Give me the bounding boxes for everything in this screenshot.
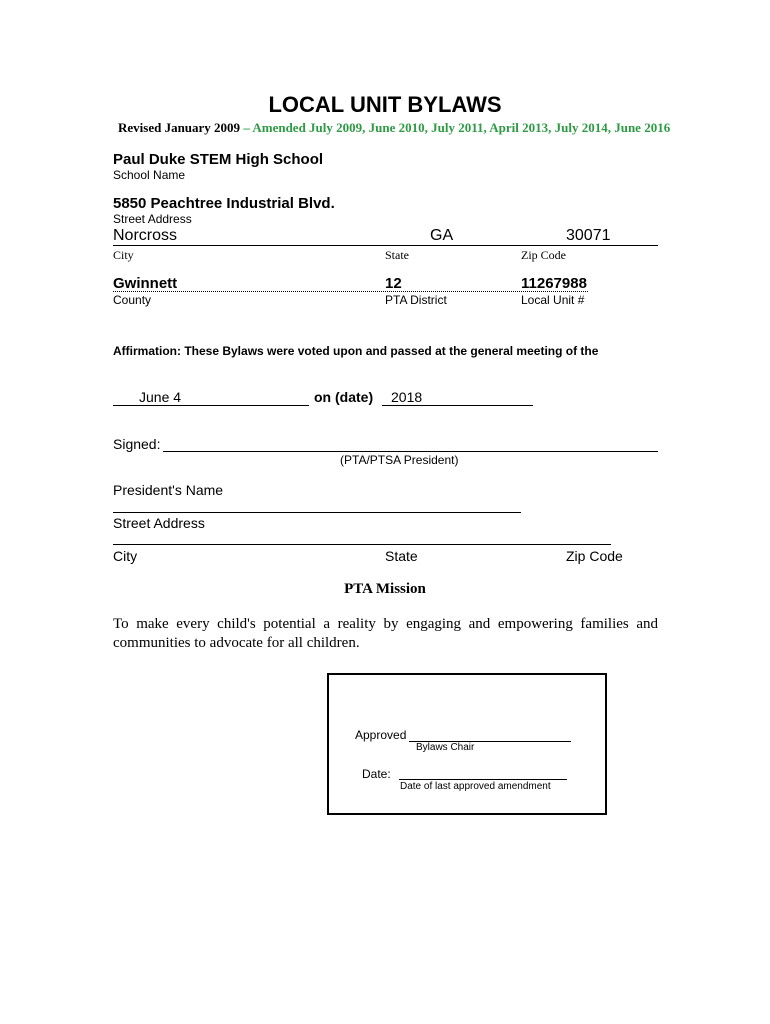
bylaws-chair-caption: Bylaws Chair <box>416 742 475 753</box>
mission-text: To make every child's potential a reality by engaging and empowering families and communities to advocate for all children. <box>113 616 658 651</box>
president-street-address-label: Street Address <box>113 515 205 531</box>
city-value: Norcross <box>113 227 178 244</box>
local-unit-label: Local Unit # <box>521 293 585 307</box>
county-label: County <box>113 293 152 307</box>
approval-date-line <box>399 779 567 780</box>
mission-heading: PTA Mission <box>344 581 426 597</box>
county-value: Gwinnett <box>113 275 178 292</box>
meeting-date-underline <box>113 405 309 406</box>
on-date-label: on (date) <box>314 389 374 405</box>
county-row-underline <box>113 291 588 292</box>
page-title: LOCAL UNIT BYLAWS <box>268 92 502 117</box>
president-zip-label: Zip Code <box>566 548 623 564</box>
district-label: PTA District <box>385 293 447 307</box>
zip-value: 30071 <box>566 227 611 244</box>
president-state-label: State <box>385 548 418 564</box>
signed-label: Signed: <box>113 436 161 452</box>
school-name-label: School Name <box>113 168 186 182</box>
affirmation-text: Affirmation: These Bylaws were voted upon and passed at the general meeting of the <box>113 344 599 358</box>
approval-date-caption: Date of last approved amendment <box>400 781 551 792</box>
amended-dates: – Amended July 2009, June 2010, July 2011, April 2013, July 2014, June 2016 <box>240 120 671 135</box>
city-label: City <box>113 248 134 262</box>
president-caption: (PTA/PTSA President) <box>340 453 459 467</box>
revised-date: Revised January 2009 <box>118 120 241 135</box>
state-value: GA <box>430 227 454 244</box>
presidents-name-line <box>113 512 521 513</box>
revision-history <box>118 120 670 136</box>
district-value: 12 <box>385 275 402 292</box>
meeting-date-value: June 4 <box>139 389 182 405</box>
president-address-line <box>113 544 611 545</box>
street-address-value: 5850 Peachtree Industrial Blvd. <box>113 195 335 212</box>
local-unit-value: 11267988 <box>521 275 587 292</box>
approval-box <box>327 673 607 815</box>
president-city-label: City <box>113 548 138 564</box>
city-state-zip-underline <box>113 245 658 246</box>
state-label: State <box>385 248 409 262</box>
year-underline <box>382 405 533 406</box>
street-address-label: Street Address <box>113 212 192 226</box>
signature-line <box>163 451 658 452</box>
zip-label: Zip Code <box>521 248 566 262</box>
year-value: 2018 <box>391 389 423 405</box>
approved-label: Approved <box>355 728 407 742</box>
presidents-name-label: President's Name <box>113 482 224 498</box>
school-name-value: Paul Duke STEM High School <box>113 151 324 168</box>
approval-date-label: Date: <box>362 767 391 781</box>
